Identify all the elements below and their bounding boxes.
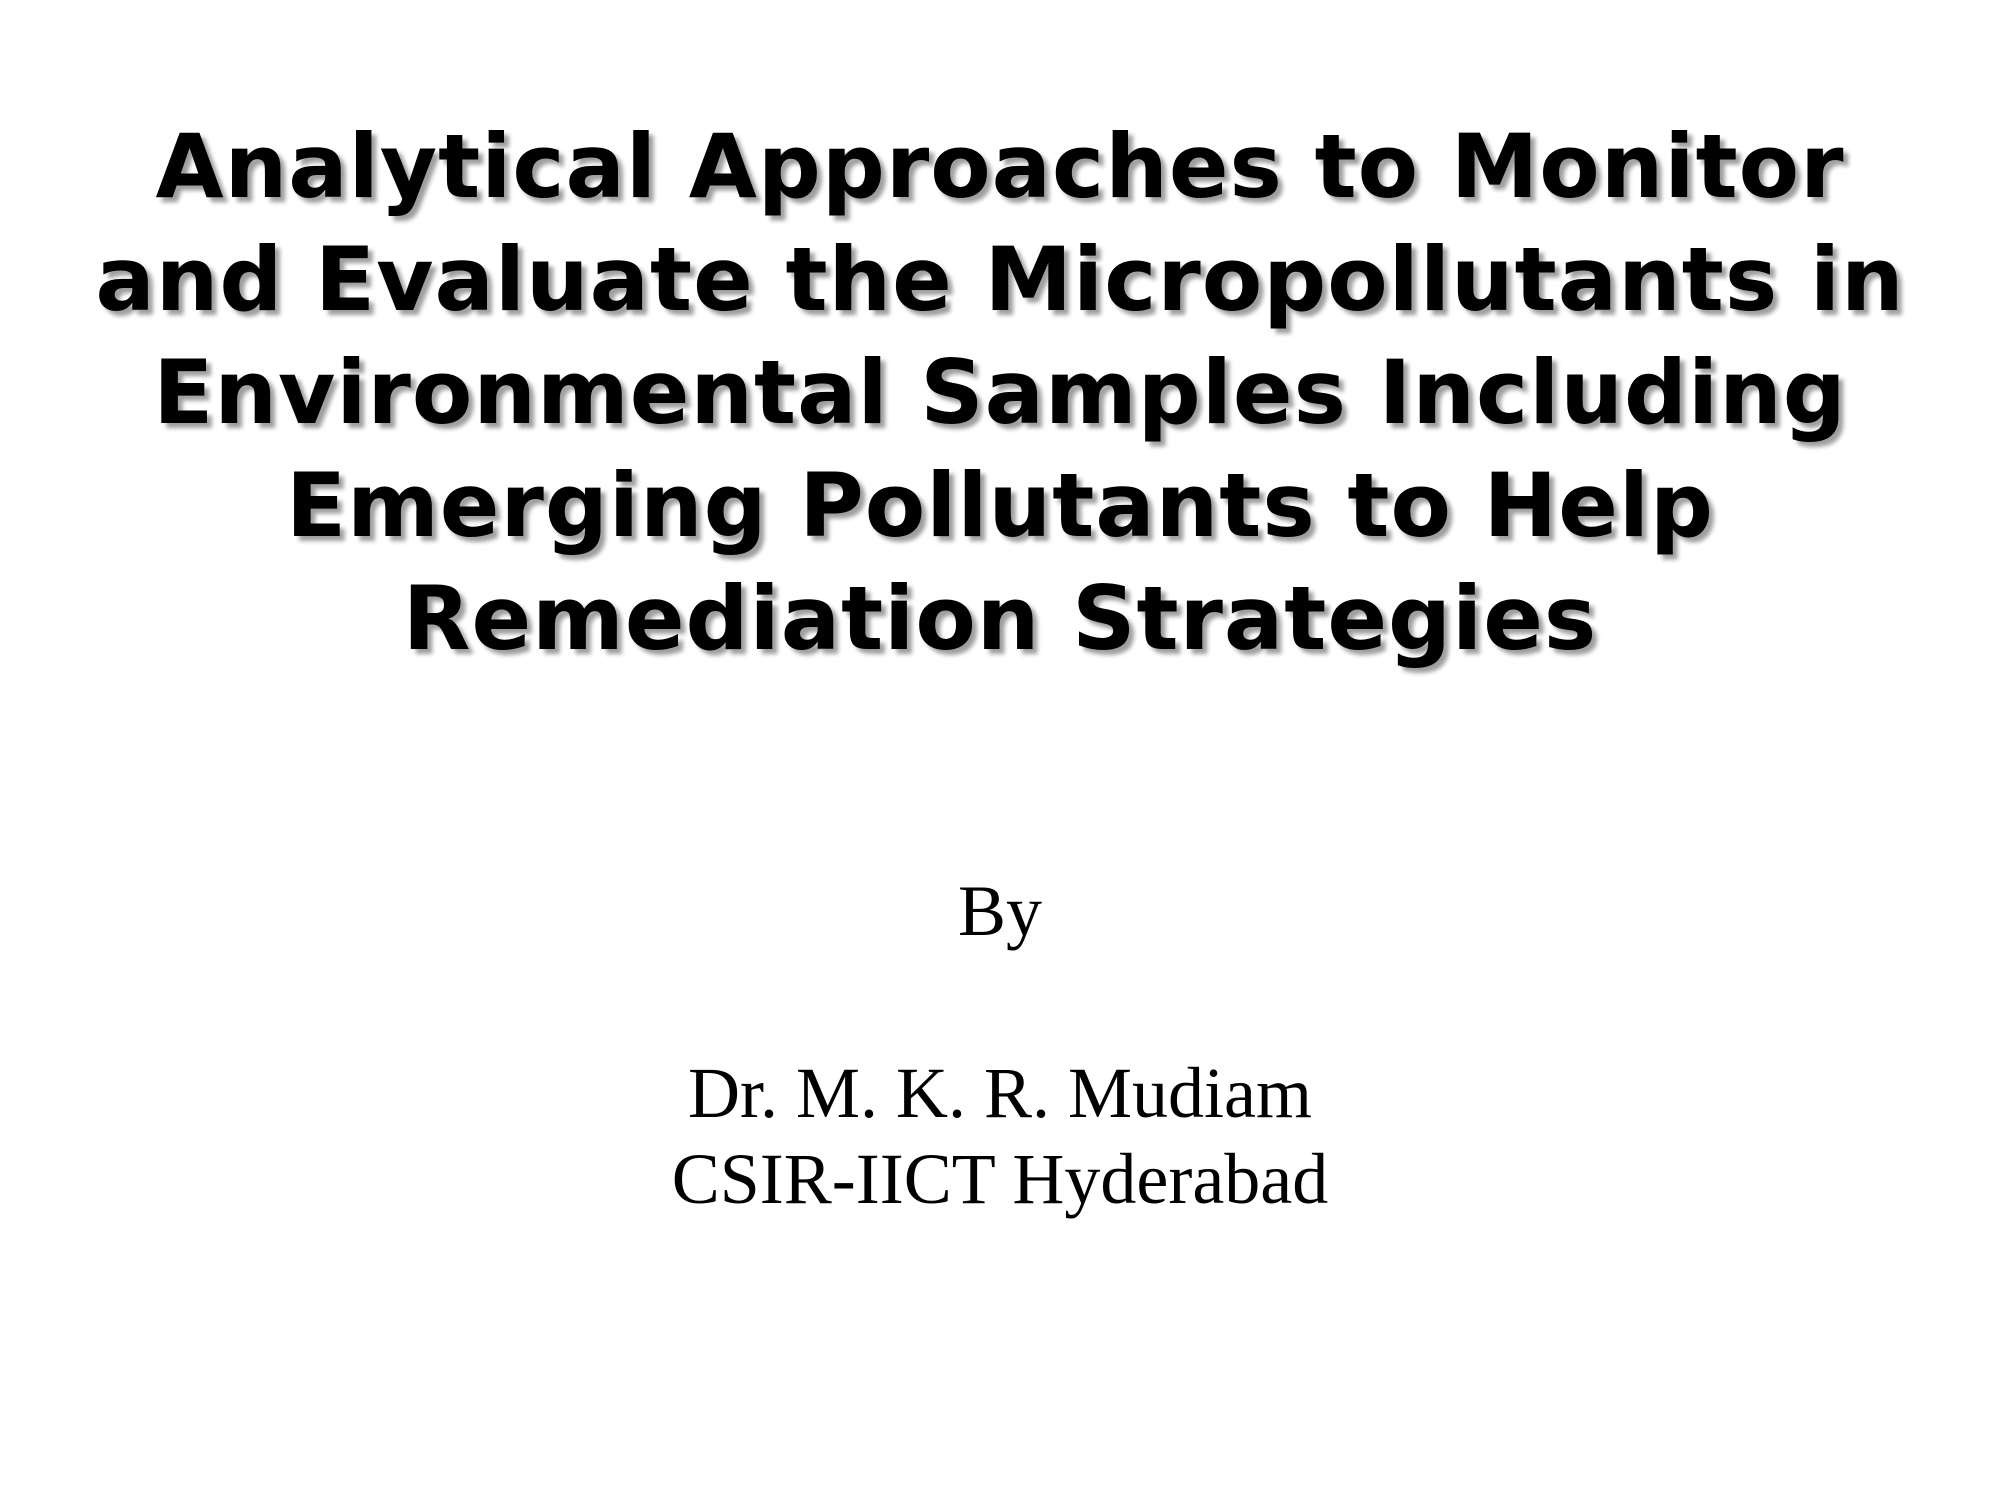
title-line-5: Remediation Strategies bbox=[402, 567, 1598, 670]
byline bbox=[0, 868, 2000, 1222]
title-line-4: Emerging Pollutants to Help bbox=[285, 454, 1715, 557]
author-affiliation: CSIR-IICT Hyderabad bbox=[671, 1139, 1329, 1219]
by-label: By bbox=[957, 871, 1043, 951]
slide-title bbox=[40, 110, 1960, 675]
title-line-2: and Evaluate the Micropollutants in bbox=[95, 228, 1905, 331]
author-name: Dr. M. K. R. Mudiam bbox=[687, 1053, 1313, 1133]
title-line-3: Environmental Samples Including bbox=[153, 341, 1847, 444]
title-line-1: Analytical Approaches to Monitor bbox=[155, 115, 1845, 218]
